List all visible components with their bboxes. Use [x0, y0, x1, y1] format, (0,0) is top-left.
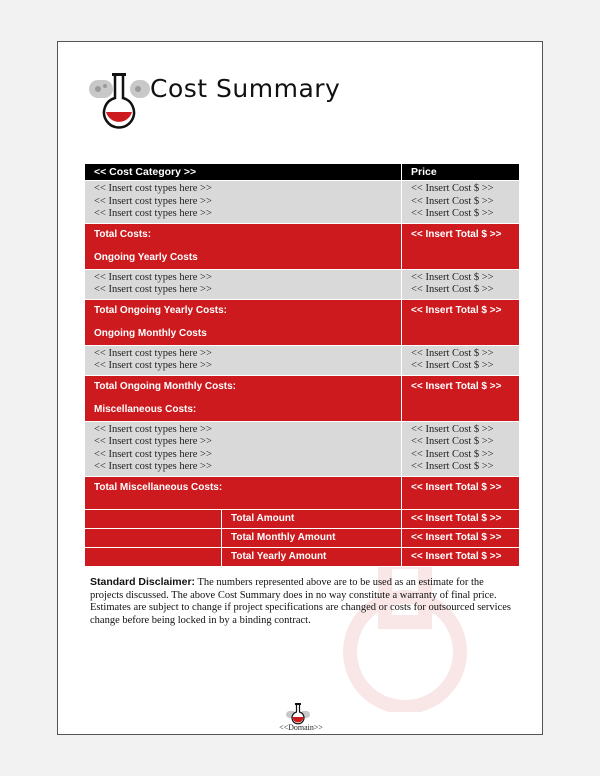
- total-row: [85, 299, 520, 345]
- header-category: << Cost Category >>: [85, 164, 402, 181]
- total-value: << Insert Total $ >>: [402, 299, 520, 345]
- total-label: Total Miscellaneous Costs:: [94, 481, 223, 493]
- page-title: Cost Summary: [150, 74, 341, 103]
- table-row: [85, 269, 520, 299]
- grand-total-value: << Insert Total $ >>: [402, 509, 520, 528]
- disclaimer-text: The numbers represented above are to be used as an estimate for the projects discussed. The above Cost Summary does in no way constitute a warranty of final price. Estimates are subject to change if project specifications are changed or costs for outsourced services change before being locked in by a binding contract.: [90, 577, 512, 626]
- table-header: [85, 164, 520, 181]
- cost-type-item: << Insert cost types here >>: [94, 347, 212, 359]
- grand-total-label: Total Amount: [222, 509, 402, 528]
- cost-price: << Insert Cost $ >>: [411, 183, 494, 194]
- cost-price: << Insert Cost $ >>: [411, 436, 494, 447]
- cost-type-item: << Insert cost types here >>: [94, 284, 212, 295]
- cost-type-cell: [85, 345, 402, 375]
- cost-price-cell: [402, 181, 520, 224]
- total-value: << Insert Total $ >>: [402, 476, 520, 509]
- cost-price-cell: [402, 421, 520, 476]
- cost-type-item: << Insert cost types here >>: [94, 461, 212, 472]
- cost-type-item: << Insert cost types here >>: [94, 436, 212, 447]
- grand-total-row: [85, 547, 520, 566]
- grand-total-row: [85, 528, 520, 547]
- total-value: << Insert Total $ >>: [402, 375, 520, 421]
- table-row: [85, 181, 520, 224]
- cost-table-body: [85, 164, 520, 567]
- header-price: Price: [402, 164, 520, 181]
- cost-type-cell: [85, 181, 402, 224]
- total-label: Total Ongoing Monthly Costs:: [94, 380, 237, 392]
- cost-price: << Insert Cost $ >>: [411, 423, 494, 435]
- cost-type-item: << Insert cost types here >>: [94, 360, 212, 371]
- cost-price: << Insert Cost $ >>: [411, 448, 494, 460]
- cost-price-cell: [402, 269, 520, 299]
- section-heading: Miscellaneous Costs:: [94, 403, 197, 415]
- cost-type-cell: [85, 269, 402, 299]
- grand-total-label: Total Monthly Amount: [222, 528, 402, 547]
- cost-price: << Insert Cost $ >>: [411, 461, 494, 472]
- disclaimer-label: Standard Disclaimer:: [90, 576, 196, 588]
- disclaimer: [90, 576, 516, 627]
- section-heading: Ongoing Monthly Costs: [94, 327, 207, 339]
- cost-type-item: << Insert cost types here >>: [94, 208, 212, 219]
- cost-type-item: << Insert cost types here >>: [94, 183, 212, 194]
- footer-domain: <<Domain>>: [279, 723, 323, 732]
- total-row: [85, 375, 520, 421]
- cost-type-item: << Insert cost types here >>: [94, 195, 212, 207]
- cost-price: << Insert Cost $ >>: [411, 360, 494, 371]
- cost-type-item: << Insert cost types here >>: [94, 448, 212, 460]
- document-page: [57, 41, 543, 735]
- total-label-cell: [85, 299, 402, 345]
- section-heading: Ongoing Yearly Costs: [94, 251, 198, 263]
- total-row: [85, 223, 520, 269]
- cost-table: [84, 163, 520, 567]
- cost-price-cell: [402, 345, 520, 375]
- total-label-cell: [85, 375, 402, 421]
- grand-total-row: [85, 509, 520, 528]
- grand-total-value: << Insert Total $ >>: [402, 547, 520, 566]
- blank-cell: [85, 509, 222, 528]
- flask-icon: [88, 70, 152, 130]
- cost-type-item: << Insert cost types here >>: [94, 271, 212, 283]
- cost-type-cell: [85, 421, 402, 476]
- table-row: [85, 421, 520, 476]
- total-label-cell: [85, 476, 402, 509]
- total-label: Total Costs:: [94, 228, 152, 240]
- total-value: << Insert Total $ >>: [402, 223, 520, 269]
- cost-price: << Insert Cost $ >>: [411, 271, 494, 283]
- cost-price: << Insert Cost $ >>: [411, 208, 494, 219]
- blank-cell: [85, 547, 222, 566]
- cost-price: << Insert Cost $ >>: [411, 347, 494, 359]
- total-row: [85, 476, 520, 509]
- table-row: [85, 345, 520, 375]
- grand-total-label: Total Yearly Amount: [222, 547, 402, 566]
- cost-price: << Insert Cost $ >>: [411, 195, 494, 207]
- grand-total-value: << Insert Total $ >>: [402, 528, 520, 547]
- total-label: Total Ongoing Yearly Costs:: [94, 304, 227, 316]
- total-label-cell: [85, 223, 402, 269]
- cost-price: << Insert Cost $ >>: [411, 284, 494, 295]
- cost-type-item: << Insert cost types here >>: [94, 423, 212, 435]
- blank-cell: [85, 528, 222, 547]
